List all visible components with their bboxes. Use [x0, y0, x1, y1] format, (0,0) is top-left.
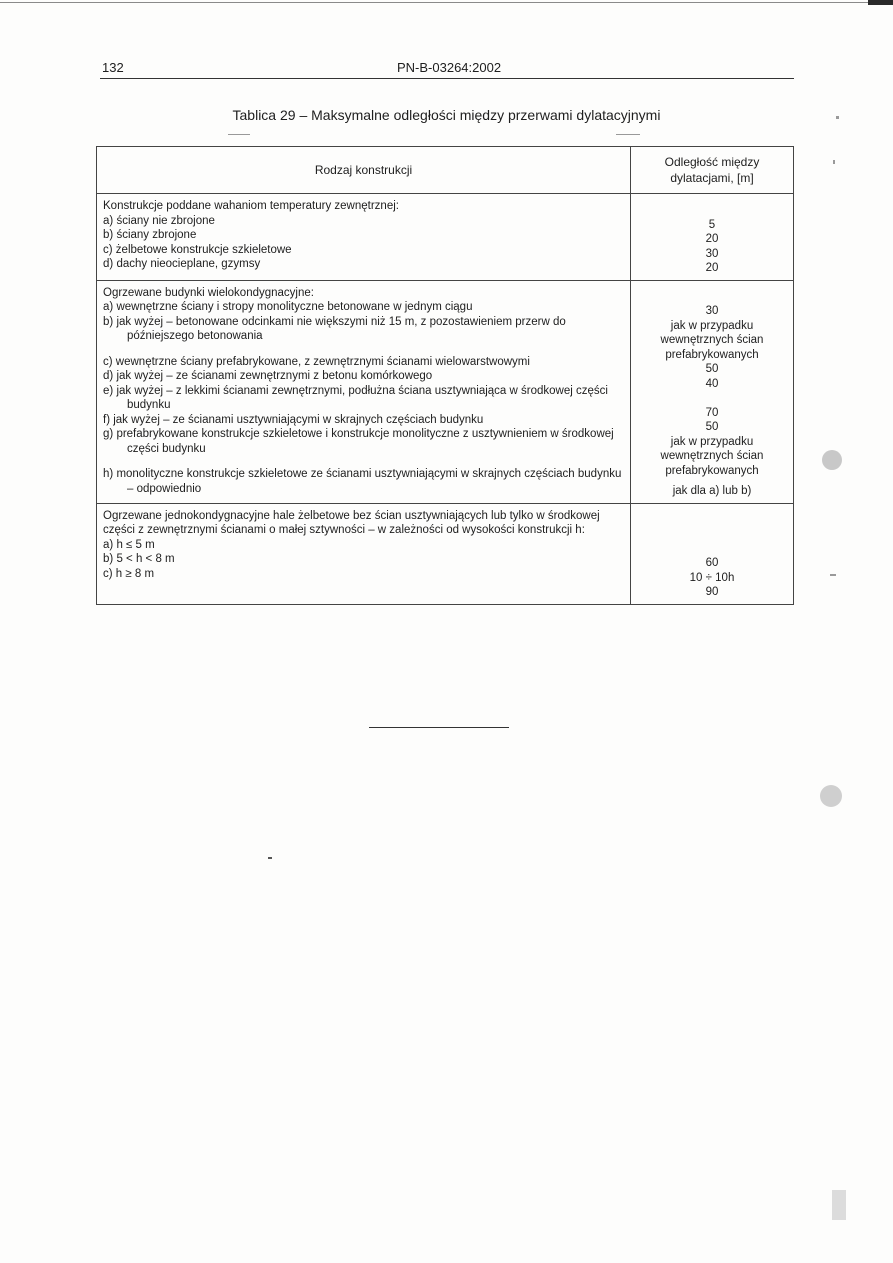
section-single-storey-values [631, 503, 794, 604]
value: 30 [705, 247, 719, 260]
item-text: jak wyżej – z lekkimi ścianami zewnętrznymi, podłużna ściana usztywniająca w środkowej części budynku [116, 384, 608, 411]
value: 90 [705, 586, 719, 598]
table-row [97, 194, 794, 281]
value: 50 [705, 363, 719, 375]
item-label: g) [103, 428, 114, 440]
value: 5 [708, 218, 716, 231]
item-label: h) [103, 468, 114, 480]
item-text: monolityczne konstrukcje szkieletowe ze ścianami usztywniającymi w skrajnych częściach budynku – odpowiednio [116, 468, 622, 495]
list-item [103, 214, 624, 229]
value: jak w przypadku wewnętrznych ścian prefabrykowanych [660, 319, 764, 361]
standard-identifier: PN-B-03264:2002 [397, 60, 502, 75]
section-external-temperature [97, 194, 631, 281]
item-text: jak wyżej – betonowane odcinkami nie większymi niż 15 m, z pozostawieniem przerw do późniejszego betonowania [116, 315, 566, 342]
scan-speck [833, 160, 835, 164]
value: 10 ÷ 10h [689, 571, 735, 584]
value: jak dla a) lub b) [672, 485, 752, 497]
header-distance-line: Odległość między [664, 155, 760, 169]
item-label: b) [103, 553, 114, 565]
punch-hole-mark [822, 450, 842, 470]
scan-speck [832, 1190, 846, 1220]
value: 30 [705, 305, 719, 317]
section-multistorey-buildings [97, 280, 631, 503]
list-item [103, 300, 624, 315]
list-item [103, 384, 624, 413]
item-label: c) [103, 567, 113, 580]
scan-top-edge [0, 2, 893, 3]
item-text: wewnętrzne ściany prefabrykowane, z zewnętrznymi ścianami wielowarstwowymi [115, 355, 530, 368]
list-item [103, 413, 624, 428]
value: 40 [705, 377, 719, 390]
item-label: d) [103, 258, 114, 270]
closing-rule [369, 727, 509, 728]
item-label: c) [103, 243, 113, 256]
item-label: a) [103, 538, 114, 551]
value: 20 [705, 262, 719, 274]
item-text: 5 < h < 8 m [116, 553, 175, 565]
item-label: a) [103, 301, 114, 313]
item-label: b) [103, 315, 114, 328]
section-single-storey-halls [97, 503, 631, 604]
item-label: b) [103, 229, 114, 241]
item-label: d) [103, 370, 114, 382]
header-construction-type: Rodzaj konstrukcji [97, 147, 631, 194]
item-label: e) [103, 384, 114, 397]
item-text: jak wyżej – ze ścianami zewnętrznymi z betonu komórkowego [116, 370, 433, 382]
value: 20 [705, 233, 719, 245]
scan-speck [268, 857, 272, 859]
value: jak w przypadku wewnętrznych ścian prefabrykowanych [660, 435, 764, 477]
title-underline-mark [616, 134, 640, 135]
punch-hole-mark [820, 785, 842, 807]
list-item [103, 228, 624, 243]
list-item [103, 257, 624, 272]
scan-corner-mark [868, 0, 893, 5]
section-heading: Konstrukcje poddane wahaniom temperatury zewnętrznej: [103, 200, 399, 212]
title-underline-mark [228, 134, 250, 135]
list-item [103, 467, 624, 496]
list-item [103, 315, 624, 344]
list-item [103, 243, 624, 258]
table-header-row [97, 147, 794, 194]
scan-speck [836, 116, 839, 119]
section-external-temperature-values [631, 194, 794, 281]
value: 60 [705, 557, 719, 569]
header-distance-line: dylatacjami, [m] [670, 171, 754, 185]
item-text: h ≥ 8 m [115, 567, 155, 580]
list-item [103, 552, 624, 567]
list-item [103, 369, 624, 384]
item-label: c) [103, 355, 113, 368]
dilatation-table [96, 146, 794, 605]
section-heading: Ogrzewane jednokondygnacyjne hale żelbetowe bez ścian usztywniających lub tylko w środkowej części z zewnętrznymi ścianami o małej sztywności – w zależności od wysokości konstrukcji h: [103, 509, 600, 536]
scan-speck [830, 574, 836, 576]
value: 50 [705, 421, 719, 433]
item-label: f) [103, 413, 111, 426]
list-item [103, 427, 624, 456]
table-title: Tablica 29 – Maksymalne odległości między przerwami dylatacyjnymi [232, 107, 661, 123]
item-text: ściany zbrojone [116, 229, 197, 241]
item-text: wewnętrzne ściany i stropy monolityczne betonowane w jednym ciągu [116, 301, 473, 313]
section-multistorey-values [631, 280, 794, 503]
item-label: a) [103, 214, 114, 227]
value: 70 [705, 406, 719, 419]
item-text: ściany nie zbrojone [116, 214, 215, 227]
item-text: prefabrykowane konstrukcje szkieletowe i konstrukcje monolityczne z usztywnieniem w środkowej części budynku [116, 428, 614, 455]
list-item [103, 538, 624, 553]
page-number: 132 [102, 60, 124, 75]
table-row [97, 503, 794, 604]
item-text: jak wyżej – ze ścianami usztywniającymi w skrajnych częściach budynku [113, 413, 484, 426]
item-text: h ≤ 5 m [116, 538, 155, 551]
item-text: żelbetowe konstrukcje szkieletowe [115, 243, 292, 256]
header-distance [631, 147, 794, 194]
item-text: dachy nieocieplane, gzymsy [116, 258, 261, 270]
table-row [97, 280, 794, 503]
list-item [103, 355, 624, 370]
section-heading: Ogrzewane budynki wielokondygnacyjne: [103, 286, 314, 299]
header-rule [100, 78, 794, 79]
list-item [103, 567, 624, 582]
